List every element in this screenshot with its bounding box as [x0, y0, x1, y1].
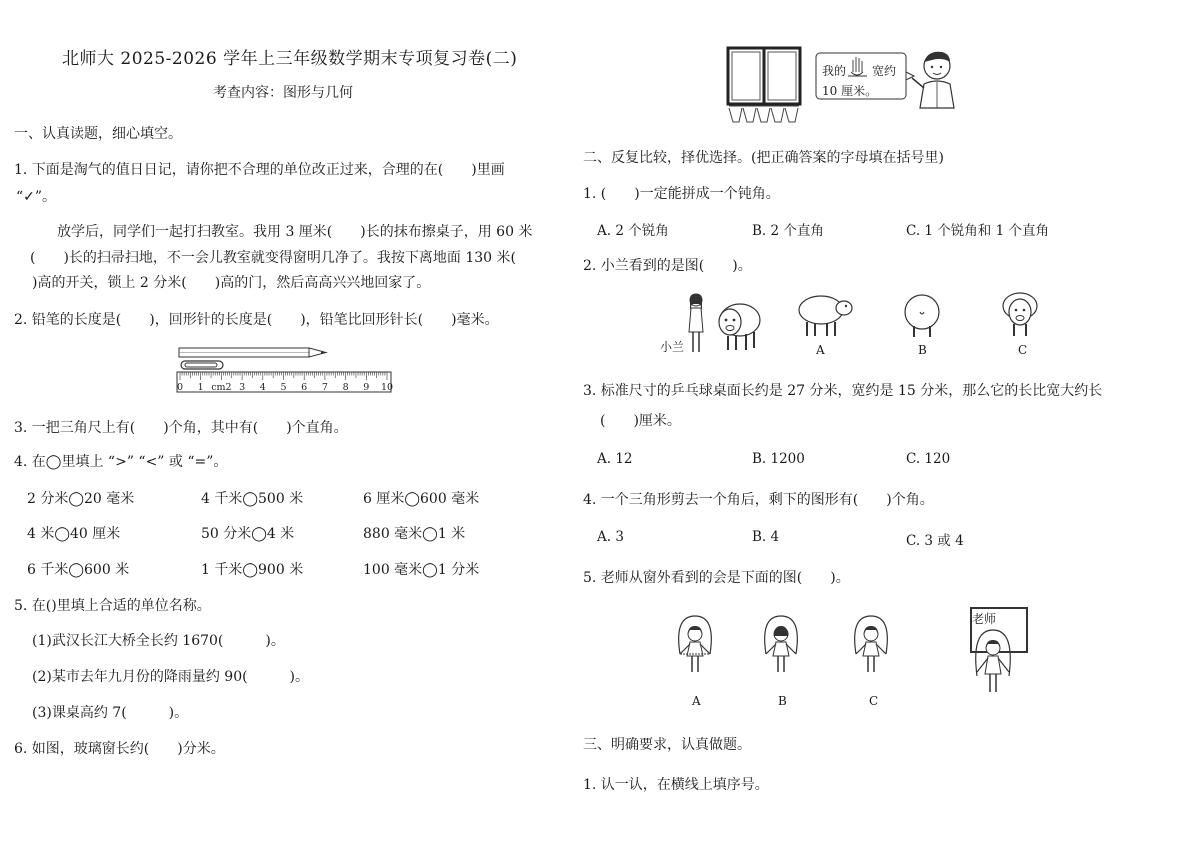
q5-label-a: A	[692, 694, 701, 708]
r-q1-text: 1. ( )一定能拼成一个钝角。	[583, 186, 780, 202]
r-q4-text: 4. 一个三角形剪去一个角后，剩下的图形有( )个角。	[583, 492, 934, 508]
q5-label-c: C	[869, 694, 879, 708]
jumprope-girl-c	[848, 614, 894, 690]
boy-figure	[912, 48, 962, 110]
q4-r2c2: 50 分米◯4 米	[201, 526, 295, 542]
ruler-label: 7	[321, 382, 328, 393]
jumprope-girl-b	[758, 614, 804, 690]
q5-item3: (3)课桌高约 7( )。	[32, 705, 189, 721]
q4-r1c3: 6 厘米◯600 毫米	[363, 491, 480, 507]
window-figure	[725, 46, 805, 128]
page-subtitle: 考查内容：图形与几何	[213, 85, 353, 101]
pencil-icon	[179, 348, 326, 357]
sheep-option-b	[900, 292, 944, 338]
r-q1-option-c: C. 1 个锐角和 1 个直角	[906, 223, 1049, 239]
bubble-text-2: 10 厘米。	[822, 84, 878, 98]
q4-r2c1: 4 米◯40 厘米	[27, 526, 121, 542]
r-q3-option-a: A. 12	[597, 451, 633, 467]
section-2-heading: 二、反复比较，择优选择。(把正确答案的字母填在括号里)	[583, 150, 944, 166]
q5-label-b: B	[778, 694, 787, 708]
q5-item2: (2)某市去年九月份的降雨量约 90( )。	[32, 669, 310, 685]
q1-line2: “✓”。	[16, 189, 57, 205]
r-q3-line1: 3. 标准尺寸的乒乓球桌面长约是 27 分米，宽约是 15 分米，那么它的长比宽大约长	[583, 383, 1103, 399]
jumprope-girl-a	[672, 614, 718, 690]
r-q4-option-c: C. 3 或 4	[906, 533, 964, 549]
ruler-label: 10	[380, 382, 394, 393]
q4-r1c2: 4 千米◯500 米	[201, 491, 304, 507]
ruler-label: 5	[280, 382, 287, 393]
q1-line1: 1. 下面是淘气的值日日记，请你把不合理的单位改正过来，合理的在( )里画	[14, 162, 505, 178]
section-3-heading: 三、明确要求，认真做题。	[583, 737, 751, 753]
r-q1-option-a: A. 2 个锐角	[597, 223, 669, 239]
page-title: 北师大 2025-2026 学年上三年级数学期末专项复习卷(二)	[62, 49, 518, 69]
r-q4-option-b: B. 4	[752, 529, 780, 545]
girl-figure	[686, 292, 706, 356]
q4-r3c3: 100 毫米◯1 分米	[363, 562, 480, 578]
section-1-heading: 一、认真读题，细心填空。	[14, 126, 182, 142]
s3-q1-text: 1. 认一认，在横线上填序号。	[583, 777, 769, 793]
r-q5-text: 5. 老师从窗外看到的会是下面的图( )。	[583, 570, 850, 586]
q1-paragraph-line3: )高的开关，锁上 2 分米( )高的门，然后高高兴兴地回家了。	[32, 275, 431, 291]
q4-r3c1: 6 千米◯600 米	[27, 562, 130, 578]
ruler-label: 0	[176, 382, 184, 393]
ruler-label: 3	[239, 382, 246, 393]
sheep-option-c	[998, 290, 1042, 338]
r-q3-option-b: B. 1200	[752, 451, 805, 467]
teacher-label: 老师	[972, 612, 997, 626]
q5-item1: (1)武汉长江大桥全长约 1670( )。	[32, 633, 285, 649]
q1-paragraph-line2: ( )长的扫帚扫地，不一会儿教室就变得窗明几净了。我按下离地面 130 米(	[30, 250, 517, 266]
q2-label-a: A	[816, 343, 825, 357]
q1-paragraph-line1: 放学后，同学们一起打扫教室。我用 3 厘米( )长的抹布擦桌子，用 60 米	[57, 224, 533, 240]
bubble-text-1b: 宽约	[872, 64, 897, 78]
ruler-label: 1	[197, 382, 204, 393]
q2-label-c: C	[1018, 343, 1028, 357]
q4-r2c3: 880 毫米◯1 米	[363, 526, 466, 542]
sheep-option-a	[795, 292, 855, 338]
sheep-front-figure	[712, 298, 762, 352]
ruler-label: 6	[301, 382, 308, 393]
ruler-figure	[176, 344, 396, 396]
q6-text: 6. 如图，玻璃窗长约( )分米。	[14, 741, 225, 757]
r-q2-text: 2. 小兰看到的是图( )。	[583, 258, 752, 274]
r-q3-line2: ( )厘米。	[600, 413, 681, 429]
r-q4-option-a: A. 3	[597, 529, 624, 545]
q4-text: 4. 在◯里填上 “>” “<” 或 “=”。	[14, 454, 228, 470]
bubble-text-1a: 我的	[822, 64, 847, 78]
r-q3-option-c: C. 120	[906, 451, 951, 467]
q4-r1c1: 2 分米◯20 毫米	[27, 491, 135, 507]
ruler-label: 9	[363, 382, 370, 393]
r-q1-option-b: B. 2 个直角	[752, 223, 824, 239]
q3-text: 3. 一把三角尺上有( )个角，其中有( )个直角。	[14, 420, 348, 436]
paperclip-icon	[181, 361, 223, 369]
ruler-label: 4	[259, 382, 266, 393]
q4-r3c2: 1 千米◯900 米	[201, 562, 304, 578]
q5-text: 5. 在()里填上合适的单位名称。	[14, 598, 211, 614]
ruler-label: cm2	[211, 382, 232, 393]
q2-label-b: B	[918, 343, 927, 357]
ruler-label: 8	[342, 382, 349, 393]
girl-label: 小兰	[660, 340, 685, 354]
hand-spans-icon	[729, 106, 799, 122]
q2-text: 2. 铅笔的长度是( )，回形针的长度是( )，铅笔比回形针长( )毫米。	[14, 312, 499, 328]
